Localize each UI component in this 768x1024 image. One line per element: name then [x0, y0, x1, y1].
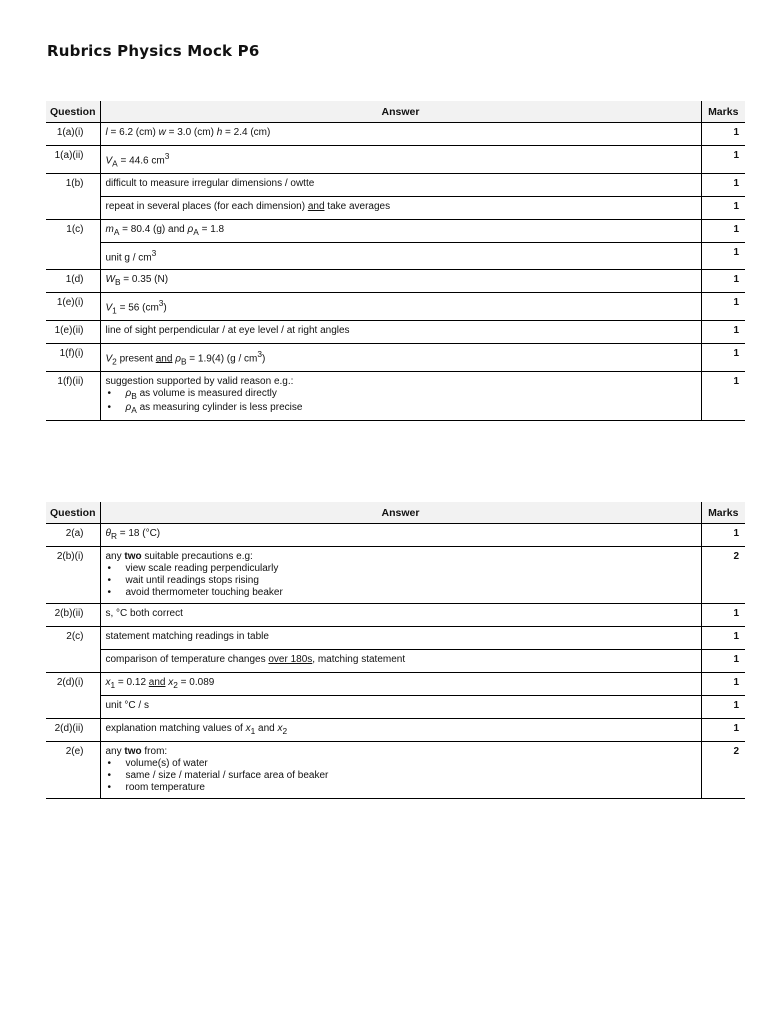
table-row: [46, 627, 745, 650]
table-row: [46, 372, 745, 421]
answer-cell: any two from: • volume(s) of water • same / size / material / surface area of beaker • room temperature: [100, 742, 701, 799]
table-row: [46, 292, 745, 320]
table-row: [46, 742, 745, 799]
question-number-cell: 1(e)(ii): [46, 320, 100, 343]
column-header-answer: Answer: [100, 502, 701, 524]
table-body: [46, 123, 745, 421]
table-body: [46, 524, 745, 799]
table-row: [46, 146, 745, 174]
marks-cell: 1: [701, 220, 745, 243]
table-row: [46, 343, 745, 371]
answer-cell: unit °C / s: [100, 696, 701, 719]
answer-cell: s, °C both correct: [100, 604, 701, 627]
column-header-question: Question: [46, 101, 100, 123]
column-header-marks: Marks: [701, 502, 745, 524]
question-number-cell: 1(c): [46, 220, 100, 243]
marks-cell: 1: [701, 372, 745, 421]
answer-cell: $V_A = 44.6$ $cm^3$: [100, 146, 701, 174]
table-row: [46, 604, 745, 627]
answer-cell: repeat in several places (for each dimension) and take averages: [100, 197, 701, 220]
table-row: [46, 696, 745, 719]
answer-cell: suggestion supported by valid reason e.g.: • $\rho_B$ as volume is measured directly • $\rho_A$ as measuring cylinder is less precise: [100, 372, 701, 421]
marks-cell: 1: [701, 650, 745, 673]
table-row: [46, 197, 745, 220]
table-row: [46, 220, 745, 243]
table-row: [46, 320, 745, 343]
answer-cell: $m_A = 80.4$ (g) and $\rho_A = 1.8$: [100, 220, 701, 243]
question-number-cell: 1(a)(ii): [46, 146, 100, 174]
marks-cell: 1: [701, 174, 745, 197]
question-number-cell: 1(f)(ii): [46, 372, 100, 421]
question-number-cell: 2(c): [46, 627, 100, 650]
question-number-cell: 2(a): [46, 524, 100, 547]
table-row: [46, 269, 745, 292]
column-header-question: Question: [46, 502, 100, 524]
answer-cell: $\theta_R = 18$ (°C): [100, 524, 701, 547]
answer-cell: $V_1 = 56$ $(cm^3)$: [100, 292, 701, 320]
question-number-cell: [46, 197, 100, 220]
question-number-cell: [46, 243, 100, 269]
marks-cell: 1: [701, 627, 745, 650]
column-header-answer: Answer: [100, 101, 701, 123]
answer-cell: explanation matching values of $x_1$ and $x_2$: [100, 719, 701, 742]
question-number-cell: 2(d)(ii): [46, 719, 100, 742]
table-row: [46, 174, 745, 197]
marks-cell: 1: [701, 696, 745, 719]
rubric-table-question-2: [46, 502, 745, 799]
question-number-cell: [46, 650, 100, 673]
marks-cell: 2: [701, 547, 745, 604]
answer-cell: difficult to measure irregular dimensions / owtte: [100, 174, 701, 197]
answer-cell: statement matching readings in table: [100, 627, 701, 650]
question-number-cell: 1(e)(i): [46, 292, 100, 320]
marks-cell: 1: [701, 197, 745, 220]
page-title: Rubrics Physics Mock P6: [47, 42, 260, 60]
answer-cell: unit g / $cm^3$: [100, 243, 701, 269]
marks-cell: 1: [701, 604, 745, 627]
question-number-cell: 2(b)(ii): [46, 604, 100, 627]
table-row: [46, 547, 745, 604]
table-row: [46, 524, 745, 547]
question-number-cell: [46, 696, 100, 719]
table-row: [46, 673, 745, 696]
answer-cell: any two suitable precautions e.g: • view scale reading perpendicularly • wait until readings stops rising • avoid thermometer touching beaker: [100, 547, 701, 604]
marks-cell: 1: [701, 123, 745, 146]
answer-cell: $W_B = 0.35$ (N): [100, 269, 701, 292]
question-number-cell: 2(d)(i): [46, 673, 100, 696]
table-row: [46, 650, 745, 673]
answer-cell: comparison of temperature changes over 180s, matching statement: [100, 650, 701, 673]
marks-cell: 1: [701, 292, 745, 320]
answer-cell: $x_1 = 0.12$ and $x_2 = 0.089$: [100, 673, 701, 696]
table-row: [46, 243, 745, 269]
marks-cell: 1: [701, 524, 745, 547]
marks-cell: 1: [701, 243, 745, 269]
table-row: [46, 719, 745, 742]
marks-cell: 1: [701, 673, 745, 696]
marks-cell: 1: [701, 320, 745, 343]
column-header-marks: Marks: [701, 101, 745, 123]
question-number-cell: 1(f)(i): [46, 343, 100, 371]
question-number-cell: 1(b): [46, 174, 100, 197]
question-number-cell: 2(e): [46, 742, 100, 799]
marks-cell: 1: [701, 146, 745, 174]
marks-cell: 1: [701, 719, 745, 742]
answer-cell: l = 6.2 (cm) w = 3.0 (cm) h = 2.4 (cm): [100, 123, 701, 146]
marks-cell: 1: [701, 343, 745, 371]
question-number-cell: 1(d): [46, 269, 100, 292]
marks-cell: 1: [701, 269, 745, 292]
answer-cell: $V_2$ present and $\rho_B = 1.9(4)$ $(g / cm^3)$: [100, 343, 701, 371]
table-row: [46, 123, 745, 146]
question-number-cell: 1(a)(i): [46, 123, 100, 146]
rubric-table-question-1: [46, 101, 745, 421]
answer-cell: line of sight perpendicular / at eye level / at right angles: [100, 320, 701, 343]
marks-cell: 2: [701, 742, 745, 799]
question-number-cell: 2(b)(i): [46, 547, 100, 604]
